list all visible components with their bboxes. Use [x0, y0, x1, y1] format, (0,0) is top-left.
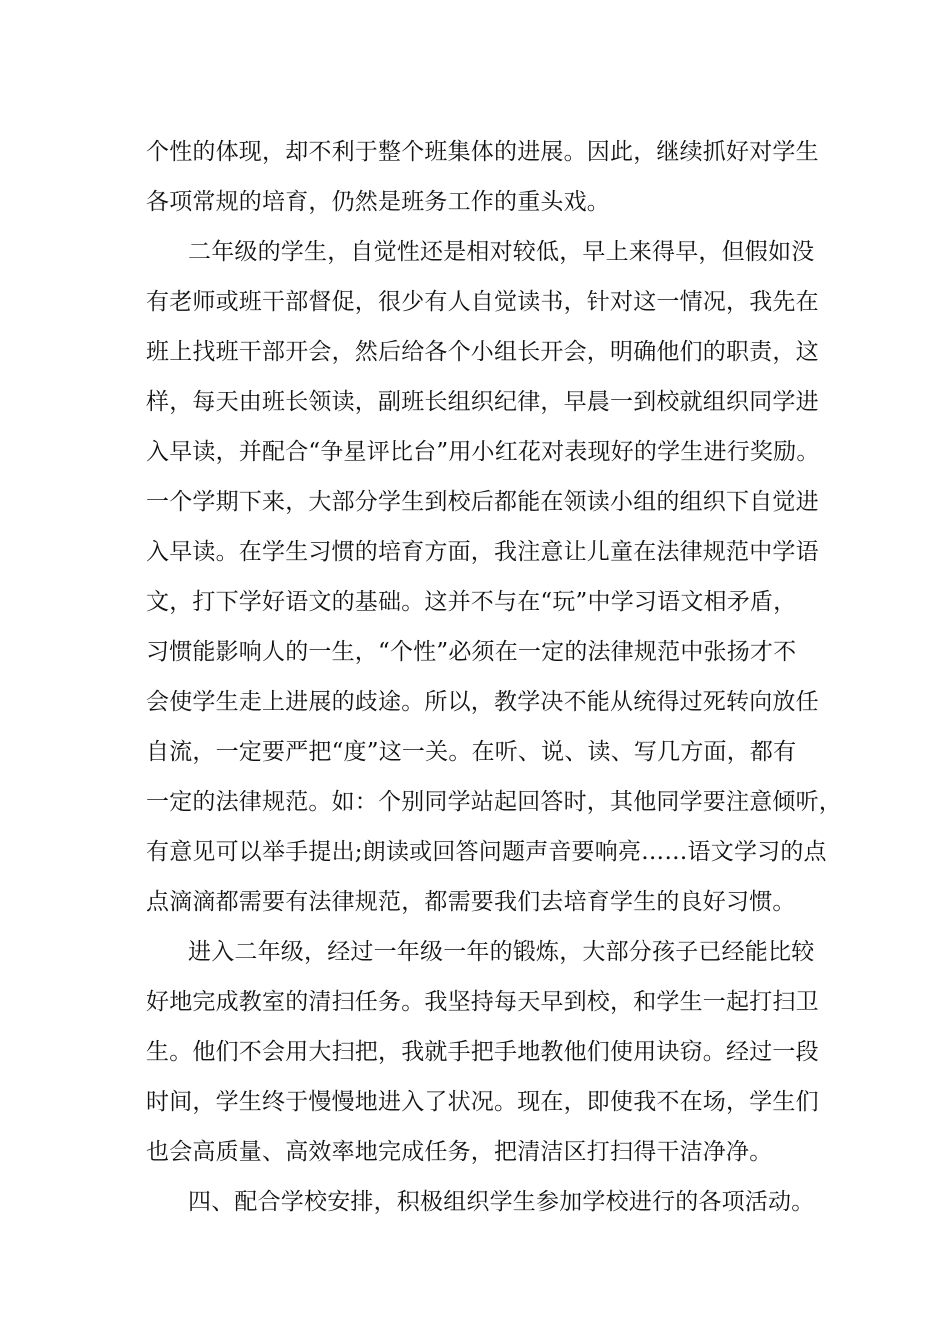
text-line: 点滴滴都需要有法律规范，都需要我们去培育学生的良好习惯。	[146, 889, 796, 915]
section-heading-line: 四、配合学校安排，积极组织学生参加学校进行的各项活动。	[188, 1189, 815, 1215]
paragraph-start-line: 二年级的学生，自觉性还是相对较低，早上来得早，但假如没	[188, 239, 815, 265]
text-line: 生。他们不会用大扫把，我就手把手地教他们使用诀窃。经过一段	[146, 1039, 819, 1065]
text-line: 班上找班干部开会，然后给各个小组长开会，明确他们的职责，这	[146, 339, 819, 365]
text-line: 有老师或班干部督促，很少有人自觉读书，针对这一情况，我先在	[146, 289, 819, 315]
text-line: 各项常规的培育，仍然是班务工作的重头戏。	[146, 189, 610, 215]
text-line: 一个学期下来，大部分学生到校后都能在领读小组的组织下自觉进	[146, 489, 819, 515]
text-line: 时间，学生终于慢慢地进入了状况。现在，即使我不在场，学生们	[146, 1089, 819, 1115]
text-line: 一定的法律规范。如：个别同学站起回答时，其他同学要注意倾听，	[146, 789, 842, 815]
text-line: 会使学生走上进展的歧途。所以，教学决不能从统得过死转向放任	[146, 689, 819, 715]
text-line: 个性的体现，却不利于整个班集体的进展。因此，继续抓好对学生	[146, 139, 819, 165]
text-line: 入早读。在学生习惯的培育方面，我注意让儿童在法律规范中学语	[146, 539, 819, 565]
text-line: 习惯能影响人的一生，“个性”必须在一定的法律规范中张扬才不	[146, 639, 797, 665]
text-line: 文，打下学好语文的基础。这并不与在“玩”中学习语文相矛盾，	[146, 589, 797, 615]
text-line: 自流，一定要严把“度”这一关。在听、说、读、写几方面，都有	[146, 739, 797, 765]
text-line: 好地完成教室的清扫任务。我坚持每天早到校，和学生一起打扫卫	[146, 989, 819, 1015]
text-line: 也会高质量、高效率地完成任务，把清洁区打扫得干洁净净。	[146, 1139, 773, 1165]
text-line: 样，每天由班长领读，副班长组织纪律，早晨一到校就组织同学进	[146, 389, 819, 415]
text-line: 有意见可以举手提出;朗读或回答问题声音要响亮……语文学习的点	[146, 839, 827, 865]
paragraph-start-line: 进入二年级，经过一年级一年的锻炼，大部分孩子已经能比较	[188, 939, 815, 965]
text-line: 入早读，并配合“争星评比台”用小红花对表现好的学生进行奖励。	[146, 439, 820, 465]
